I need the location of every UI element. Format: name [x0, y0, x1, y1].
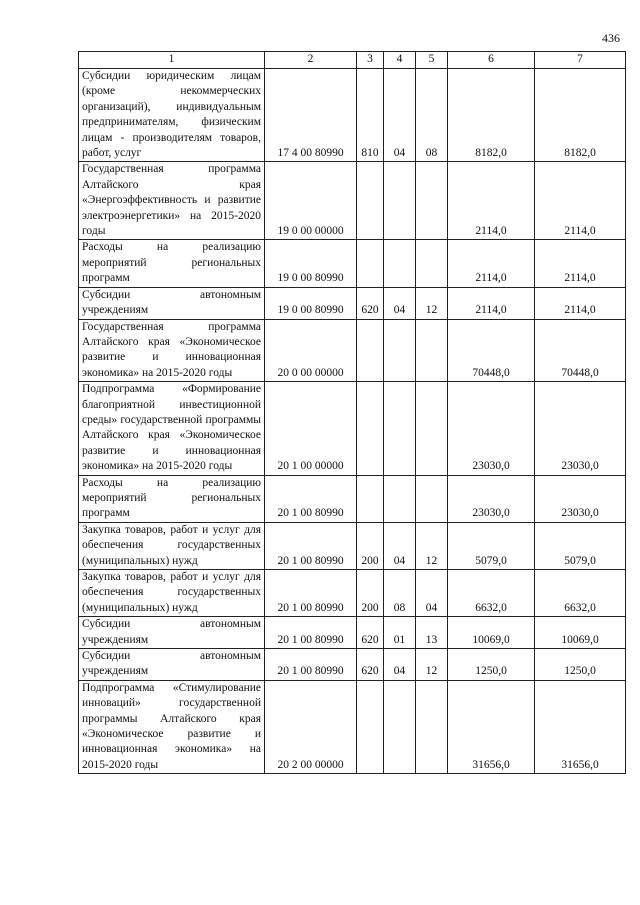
table-row [79, 69, 626, 162]
column-header: 6 [448, 52, 535, 69]
target-code: 20 0 00 00000 [265, 319, 357, 382]
header-row [79, 52, 626, 69]
row-description: Закупка товаров, работ и услуг для обеспечения государственных (муниципальных) нужд [79, 522, 265, 569]
budget-table [78, 51, 626, 774]
amount-col7: 8182,0 [535, 69, 626, 162]
subsection-code: 04 [416, 570, 448, 617]
subsection-code: 12 [416, 287, 448, 319]
page-number: 436 [602, 31, 620, 45]
row-description: Субсидии автономным учреждениям [79, 617, 265, 649]
amount-col6: 31656,0 [448, 680, 535, 773]
amount-col6: 5079,0 [448, 522, 535, 569]
expense-type [357, 382, 384, 475]
section-code [384, 162, 416, 240]
table-row [79, 570, 626, 617]
subsection-code: 08 [416, 69, 448, 162]
expense-type [357, 162, 384, 240]
target-code: 20 1 00 80990 [265, 522, 357, 569]
section-code: 04 [384, 649, 416, 681]
expense-type: 200 [357, 522, 384, 569]
expense-type [357, 680, 384, 773]
amount-col7: 6632,0 [535, 570, 626, 617]
amount-col7: 5079,0 [535, 522, 626, 569]
section-code: 04 [384, 287, 416, 319]
table-row [79, 319, 626, 382]
amount-col6: 6632,0 [448, 570, 535, 617]
target-code: 19 0 00 80990 [265, 287, 357, 319]
amount-col7: 2114,0 [535, 240, 626, 287]
amount-col7: 23030,0 [535, 382, 626, 475]
target-code: 17 4 00 80990 [265, 69, 357, 162]
table-row [79, 522, 626, 569]
expense-type [357, 475, 384, 522]
section-code: 04 [384, 522, 416, 569]
column-header: 2 [265, 52, 357, 69]
amount-col6: 2114,0 [448, 287, 535, 319]
section-code [384, 240, 416, 287]
row-description: Расходы на реализацию мероприятий региональных программ [79, 475, 265, 522]
amount-col6: 2114,0 [448, 162, 535, 240]
expense-type: 620 [357, 287, 384, 319]
target-code: 19 0 00 80990 [265, 240, 357, 287]
column-header: 3 [357, 52, 384, 69]
row-description: Субсидии автономным учреждениям [79, 287, 265, 319]
section-code [384, 680, 416, 773]
table-row [79, 240, 626, 287]
row-description: Подпрограмма «Формирование благоприятной инвестиционной среды» государственной программы Алтайского края «Экономическое развитие и инновационная экономика» на 2015-2020 годы [79, 382, 265, 475]
amount-col6: 1250,0 [448, 649, 535, 681]
row-description: Государственная программа Алтайского края «Экономическое развитие и инновационная экономика» на 2015-2020 годы [79, 319, 265, 382]
amount-col7: 2114,0 [535, 287, 626, 319]
table-row [79, 680, 626, 773]
amount-col6: 70448,0 [448, 319, 535, 382]
row-description: Субсидии автономным учреждениям [79, 649, 265, 681]
column-header: 4 [384, 52, 416, 69]
amount-col6: 23030,0 [448, 475, 535, 522]
amount-col7: 10069,0 [535, 617, 626, 649]
column-header: 7 [535, 52, 626, 69]
section-code: 04 [384, 69, 416, 162]
amount-col6: 23030,0 [448, 382, 535, 475]
expense-type: 810 [357, 69, 384, 162]
subsection-code: 13 [416, 617, 448, 649]
target-code: 20 1 00 00000 [265, 382, 357, 475]
section-code: 08 [384, 570, 416, 617]
section-code [384, 475, 416, 522]
amount-col7: 2114,0 [535, 162, 626, 240]
expense-type: 200 [357, 570, 384, 617]
target-code: 20 2 00 00000 [265, 680, 357, 773]
subsection-code: 12 [416, 649, 448, 681]
subsection-code [416, 680, 448, 773]
row-description: Субсидии юридическим лицам (кроме некоммерческих организаций), индивидуальным предпринимателям, физическим лицам - производителям товаров, работ, услуг [79, 69, 265, 162]
subsection-code [416, 475, 448, 522]
row-description: Подпрограмма «Стимулирование инноваций» государственной программы Алтайского края «Экономическое развитие и инновационная экономика» на 2015-2020 годы [79, 680, 265, 773]
row-description: Государственная программа Алтайского края «Энергоэффективность и развитие электроэнергетики» на 2015-2020 годы [79, 162, 265, 240]
table-row [79, 162, 626, 240]
target-code: 20 1 00 80990 [265, 649, 357, 681]
amount-col6: 10069,0 [448, 617, 535, 649]
table-row [79, 287, 626, 319]
subsection-code: 12 [416, 522, 448, 569]
row-description: Закупка товаров, работ и услуг для обеспечения государственных (муниципальных) нужд [79, 570, 265, 617]
amount-col6: 8182,0 [448, 69, 535, 162]
column-header: 1 [79, 52, 265, 69]
target-code: 20 1 00 80990 [265, 475, 357, 522]
expense-type: 620 [357, 617, 384, 649]
expense-type [357, 240, 384, 287]
table-row [79, 617, 626, 649]
section-code [384, 319, 416, 382]
subsection-code [416, 162, 448, 240]
amount-col7: 1250,0 [535, 649, 626, 681]
subsection-code [416, 319, 448, 382]
column-header: 5 [416, 52, 448, 69]
subsection-code [416, 382, 448, 475]
amount-col7: 70448,0 [535, 319, 626, 382]
table-row [79, 649, 626, 681]
amount-col7: 23030,0 [535, 475, 626, 522]
table-row [79, 475, 626, 522]
amount-col7: 31656,0 [535, 680, 626, 773]
amount-col6: 2114,0 [448, 240, 535, 287]
subsection-code [416, 240, 448, 287]
table-row [79, 382, 626, 475]
expense-type [357, 319, 384, 382]
section-code [384, 382, 416, 475]
target-code: 20 1 00 80990 [265, 570, 357, 617]
section-code: 01 [384, 617, 416, 649]
target-code: 19 0 00 00000 [265, 162, 357, 240]
expense-type: 620 [357, 649, 384, 681]
target-code: 20 1 00 80990 [265, 617, 357, 649]
row-description: Расходы на реализацию мероприятий региональных программ [79, 240, 265, 287]
